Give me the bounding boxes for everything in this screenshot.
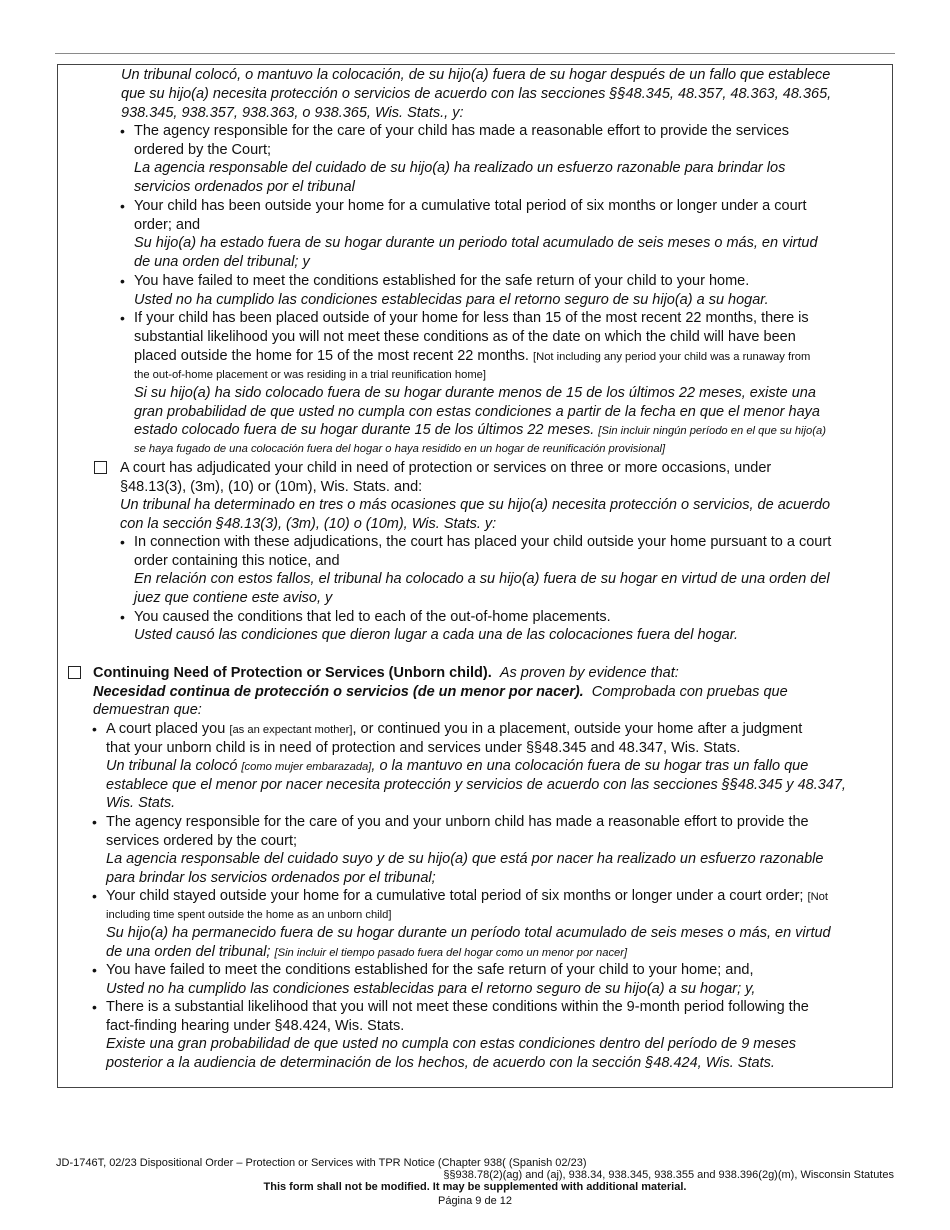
list-item-text: , or continued you in a placement, outside your home after a judgment — [352, 721, 803, 737]
list-item: There is a substantial likelihood that you will not meet these conditions within the 9-month period following the — [106, 999, 809, 1015]
list-item-es: establece que el menor por nacer necesita protección y servicios de acuerdo con las secciones §§48.345 y 48.347, — [106, 777, 846, 793]
list-item — [106, 720, 802, 740]
adjudicated-three-times-checkbox[interactable] — [94, 461, 107, 474]
list-item-note: se haya fugado de una colocación fuera del hogar o haya residido en un hogar de reunificación provisional] — [134, 443, 666, 455]
section-a-intro-line: 938.345, 938.357, 938.363, o 938.365, Wis. Stats., y: — [121, 105, 464, 121]
section-c-title-text: Continuing Need of Protection or Services (Unborn child). — [93, 665, 492, 681]
list-item-note: [como mujer embarazada] — [241, 761, 372, 773]
list-item-note: including time spent outside the home as an unborn child] — [106, 909, 392, 921]
statute-citation: §§938.78(2)(ag) and (aj), 938.34, 938.345, 938.355 and 938.396(2g)(m), Wisconsin Statutes — [443, 1169, 894, 1181]
list-item-text: , o la mantuvo en una colocación fuera de su hogar tras un fallo que — [371, 758, 809, 774]
section-c-title-tail: As proven by evidence that: — [499, 665, 679, 681]
list-item-text: Un tribunal la colocó — [106, 758, 238, 774]
list-item-es: Su hijo(a) ha permanecido fuera de su hogar durante un período total acumulado de seis meses o más, en virtud — [106, 925, 831, 941]
bullet-icon: • — [120, 198, 125, 214]
list-item-es: Si su hijo(a) ha sido colocado fuera de su hogar durante menos de 15 de los últimos 22 meses, existe una — [134, 385, 816, 401]
bullet-icon: • — [120, 609, 125, 625]
list-item-es: Usted causó las condiciones que dieron lugar a cada una de las colocaciones fuera del hogar. — [134, 627, 739, 643]
section-a-intro-line: Un tribunal colocó, o mantuvo la colocación, de su hijo(a) fuera de su hogar después de un fallo que establece — [121, 67, 831, 83]
list-item: services ordered by the court; — [106, 833, 298, 849]
list-item: If your child has been placed outside of your home for less than 15 of the most recent 22 months, there is — [134, 310, 809, 326]
bullet-icon: • — [92, 721, 97, 737]
section-b-heading: A court has adjudicated your child in need of protection or services on three or more occasions, under — [120, 460, 772, 476]
list-item-es: de una orden del tribunal; y — [134, 254, 310, 270]
list-item: The agency responsible for the care of you and your unborn child has made a reasonable effort to provide the — [106, 814, 809, 830]
unborn-child-checkbox[interactable] — [68, 666, 81, 679]
list-item: that your unborn child is in need of protection and services under §§48.345 and 48.347, Wis. Stats. — [106, 740, 741, 756]
list-item: You have failed to meet the conditions established for the safe return of your child to your home; and, — [106, 962, 754, 978]
bullet-icon: • — [120, 534, 125, 550]
section-c-title — [93, 664, 679, 683]
section-b-heading-es: Un tribunal ha determinado en tres o más ocasiones que su hijo(a) necesita protección o servicios, de acuerdo — [120, 497, 831, 513]
list-item-es — [134, 421, 826, 441]
list-item-note: [Not including any period your child was a runaway from — [533, 351, 811, 363]
bullet-icon: • — [92, 962, 97, 978]
list-item-note: [Not — [807, 891, 829, 903]
bullet-icon: • — [92, 888, 97, 904]
list-item-es: juez que contiene este aviso, y — [134, 590, 333, 606]
list-item: substantial likelihood you will not meet these conditions as of the date on which the child will have been — [134, 329, 796, 345]
list-item-note: [as an expectant mother] — [229, 724, 353, 736]
list-item-text: placed outside the home for 15 of the most recent 22 months. — [134, 348, 529, 364]
section-c-title-es-text: Necesidad continua de protección o servicios (de un menor por nacer). — [93, 684, 584, 700]
list-item-es: La agencia responsable del cuidado de su hijo(a) ha realizado un esfuerzo razonable para brindar los — [134, 160, 786, 176]
section-b-heading-es: con la sección §48.13(3), (3m), (10) o (10m), Wis. Stats. y: — [120, 516, 497, 532]
section-a-intro-line: que su hijo(a) necesita protección o servicios de acuerdo con las secciones §§48.345, 48.357, 48.363, 48.365, — [121, 86, 832, 102]
modification-notice: This form shall not be modified. It may be supplemented with additional material. — [263, 1181, 687, 1193]
list-item-es: Usted no ha cumplido las condiciones establecidas para el retorno seguro de su hijo(a) a su hogar; y, — [106, 981, 756, 997]
list-item-text: estado colocado fuera de su hogar durante 15 de los últimos 22 meses. — [134, 422, 595, 438]
list-item-es: servicios ordenados por el tribunal — [134, 179, 355, 195]
bullet-icon: • — [92, 999, 97, 1015]
list-item: order; and — [134, 217, 201, 233]
list-item: The agency responsible for the care of your child has made a reasonable effort to provide the services — [134, 123, 790, 139]
list-item-es: En relación con estos fallos, el tribunal ha colocado a su hijo(a) fuera de su hogar en virtud de una orden del — [134, 571, 830, 587]
list-item — [106, 887, 828, 907]
list-item: Your child has been outside your home for a cumulative total period of six months or longer under a court — [134, 198, 807, 214]
bullet-icon: • — [120, 310, 125, 326]
header-rule — [55, 53, 895, 54]
list-item-es: Wis. Stats. — [106, 795, 176, 811]
list-item-text: de una orden del tribunal; — [106, 944, 271, 960]
list-item-text: A court placed you — [106, 721, 226, 737]
list-item-es: Usted no ha cumplido las condiciones establecidas para el retorno seguro de su hijo(a) a su hogar. — [134, 292, 769, 308]
bullet-icon: • — [120, 273, 125, 289]
list-item-es: Existe una gran probabilidad de que usted no cumpla con estas condiciones dentro del período de 9 meses — [106, 1036, 797, 1052]
page-number: Página 9 de 12 — [437, 1195, 512, 1207]
list-item-es: para brindar los servicios ordenados por el tribunal; — [106, 870, 436, 886]
section-c-title-es-tail: Comprobada con pruebas que — [591, 684, 788, 700]
list-item: ordered by the Court; — [134, 142, 272, 158]
list-item-es: gran probabilidad de que usted no cumpla con estas condiciones a partir de la fecha en que el menor haya — [134, 404, 820, 420]
list-item-es: Su hijo(a) ha estado fuera de su hogar durante un periodo total acumulado de seis meses o más, en virtud — [134, 235, 818, 251]
list-item: In connection with these adjudications, the court has placed your child outside your home pursuant to a court — [134, 534, 832, 550]
list-item — [134, 347, 810, 367]
section-c-title-es: demuestran que: — [93, 702, 202, 718]
list-item-note: the out-of-home placement or was residing in a trial reunification home] — [134, 369, 486, 381]
form-id: JD-1746T, 02/23 Dispositional Order – Protection or Services with TPR Notice (Chapter 938( (Spanish 02/23) — [56, 1157, 587, 1169]
section-c-title-es — [93, 683, 788, 702]
list-item-es: posterior a la audiencia de determinación de los hechos, de acuerdo con la sección §48.424, Wis. Stats. — [106, 1055, 775, 1071]
list-item-es — [106, 943, 627, 963]
list-item: You have failed to meet the conditions established for the safe return of your child to your home. — [134, 273, 750, 289]
list-item: order containing this notice, and — [134, 553, 340, 569]
list-item-note: [Sin incluir el tiempo pasado fuera del hogar como un menor por nacer] — [274, 947, 628, 959]
list-item: You caused the conditions that led to each of the out-of-home placements. — [134, 609, 611, 625]
bullet-icon: • — [120, 123, 125, 139]
list-item-note: [Sin incluir ningún período en el que su hijo(a) — [598, 425, 826, 437]
list-item-text: Your child stayed outside your home for a cumulative total period of six months or longer under a court order; — [106, 888, 804, 904]
list-item-es: La agencia responsable del cuidado suyo y de su hijo(a) que está por nacer ha realizado un esfuerzo razonable — [106, 851, 824, 867]
section-b-heading: §48.13(3), (3m), (10) or (10m), Wis. Stats. and: — [120, 479, 423, 495]
list-item-es — [106, 757, 808, 777]
list-item: fact-finding hearing under §48.424, Wis. Stats. — [106, 1018, 405, 1034]
bullet-icon: • — [92, 814, 97, 830]
